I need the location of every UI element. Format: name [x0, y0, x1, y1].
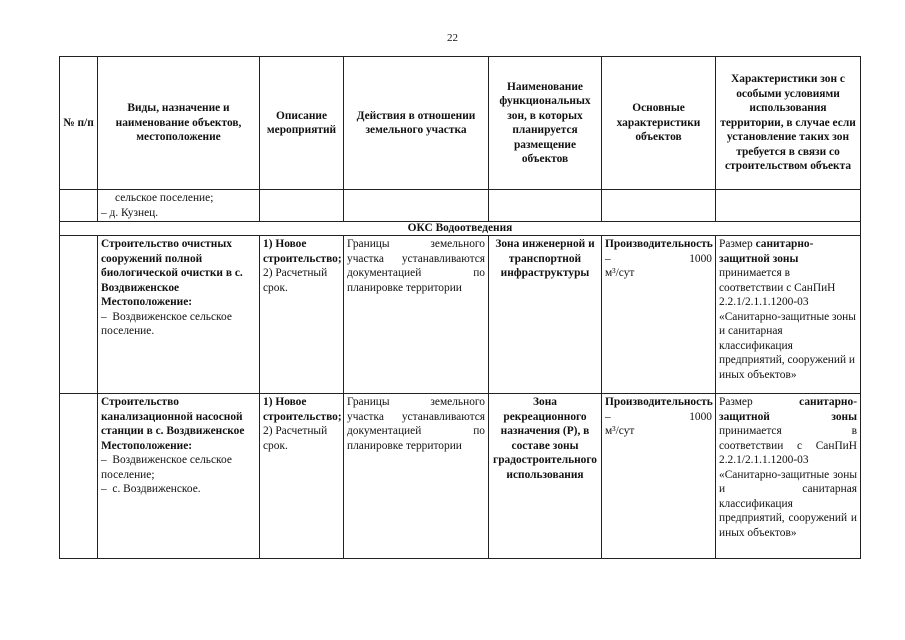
special-plain: Размер	[719, 396, 753, 408]
measure-term: 2) Расчетный срок.	[263, 267, 328, 294]
special-zone-cell	[716, 394, 861, 559]
header-object-kind: Виды, назначение и наименование объектов, местоположение	[98, 57, 260, 190]
object-title: Строительство канализационной насосной станции в с. Воздвиженское	[101, 396, 245, 437]
table-header-row	[60, 57, 861, 190]
continuation-line-1: сельское поселение;	[115, 192, 214, 204]
continuation-line-2: – д. Кузнец.	[101, 206, 159, 219]
header-characteristics: Основные характеристики объектов	[602, 57, 716, 190]
header-number: № п/п	[60, 57, 98, 190]
measures-cell	[260, 236, 344, 394]
special-bold: санитарно-защитной зоны	[719, 238, 814, 265]
char-dash: –	[605, 252, 611, 265]
location-label: Местоположение:	[101, 439, 193, 452]
characteristics-cell	[602, 394, 716, 559]
page-number: 22	[447, 32, 458, 44]
char-value: 1000	[689, 252, 712, 265]
special-plain: Размер	[719, 238, 753, 250]
location-label: Местоположение:	[101, 296, 193, 308]
object-cell	[98, 394, 260, 559]
char-label: Производительность	[605, 396, 713, 408]
measures-cell	[260, 394, 344, 559]
objects-table	[59, 56, 861, 559]
section-row	[60, 222, 861, 236]
object-title: Строительство очистных сооружений полной биологической очистки в с. Воздвиженское	[101, 238, 243, 294]
measure-new: 1) Новое строительство;	[263, 238, 342, 265]
special-bold: санитарно-защитной зоны	[719, 396, 857, 423]
char-value: 1000	[689, 410, 712, 423]
object-cell	[98, 236, 260, 394]
location-item: – Воздвиженское сельское поселение.	[101, 310, 232, 337]
action-cell: Границы земельного участка устанавливаются документацией по планировке территории	[344, 394, 489, 559]
special-rest: принимается в соответствии с СанПиН 2.2.1/2.1.1.1200-03 «Санитарно-защитные зоны и санитарная классификация предприятий, сооружений и иных объектов»	[719, 267, 856, 381]
action-cell: Границы земельного участка устанавливаются документацией по планировке территории	[344, 236, 489, 394]
char-dash: –	[605, 410, 611, 423]
header-special-zones: Характеристики зон с особыми условиями использования территории, в случае если установление таких зон требуется в связи со строительством объекта	[716, 57, 861, 190]
table-row	[60, 236, 861, 394]
location-item: – с. Воздвиженское.	[101, 483, 201, 495]
continuation-cell	[98, 190, 260, 222]
measure-term: 2) Расчетный срок.	[263, 425, 328, 452]
special-rest: принимается в соответствии с СанПиН 2.2.1/2.1.1.1200-03 «Санитарно-защитные зоны и санитарная классификация предприятий, сооружений и иных объектов»	[719, 425, 857, 539]
zone-cell: Зона инженерной и транспортной инфраструктуры	[489, 236, 602, 394]
characteristics-cell	[602, 236, 716, 394]
measure-new: 1) Новое строительство;	[263, 396, 342, 423]
header-land-actions: Действия в отношении земельного участка	[344, 57, 489, 190]
char-unit: м³/сут	[605, 425, 635, 437]
special-zone-cell	[716, 236, 861, 394]
char-unit: м³/сут	[605, 267, 635, 279]
section-title: ОКС Водоотведения	[60, 222, 861, 236]
zone-cell: Зона рекреационного назначения (Р), в составе зоны градостроительного использования	[489, 394, 602, 559]
header-measures: Описание мероприятий	[260, 57, 344, 190]
header-functional-zones: Наименование функциональных зон, в которых планируется размещение объектов	[489, 57, 602, 190]
location-item: – Воздвиженское сельское поселение;	[101, 454, 232, 481]
char-label: Производительность	[605, 238, 713, 250]
table-row-continuation	[60, 190, 861, 222]
table-row	[60, 394, 861, 559]
